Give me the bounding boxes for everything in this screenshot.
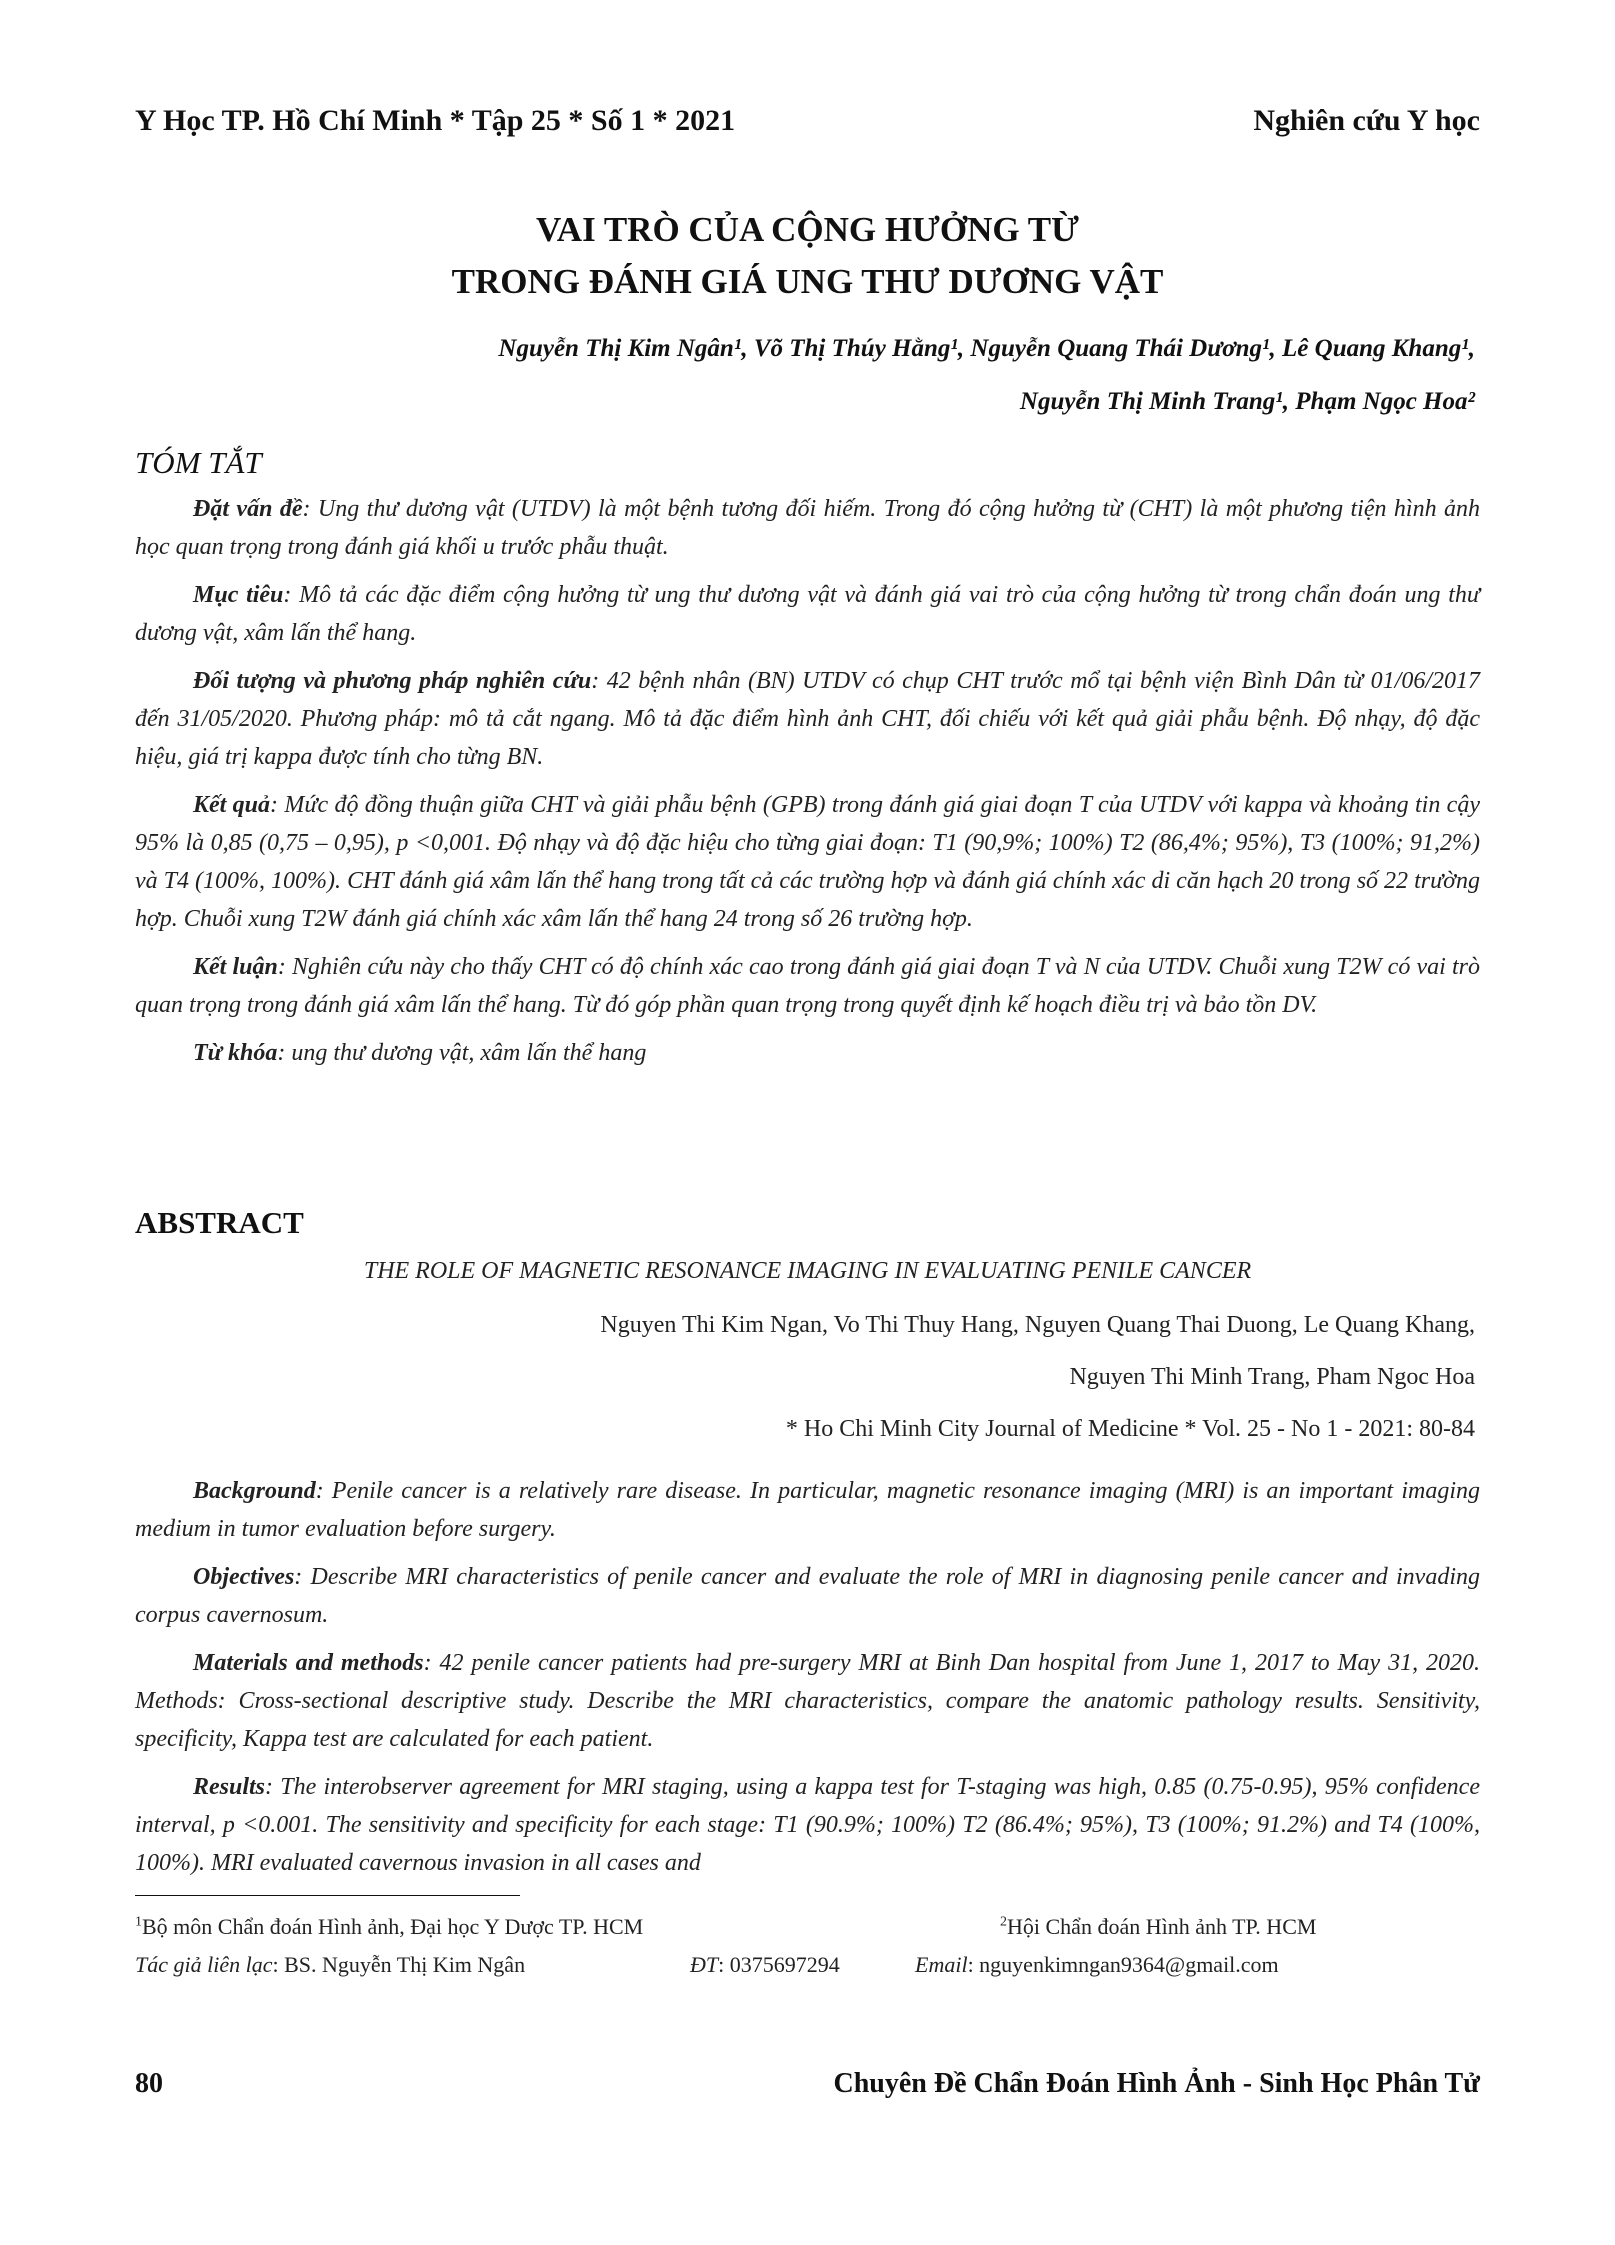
dat-van-de-text: : Ung thư dương vật (UTDV) là một bệnh tương đối hiếm. Trong đó cộng hưởng từ (CHT) là một phương tiện hình ảnh học quan trọng trong đánh giá khối u trước phẫu thuật. bbox=[135, 496, 1480, 560]
doi-tuong-text: : 42 bệnh nhân (BN) UTDV có chụp CHT trước mổ tại bệnh viện Bình Dân từ 01/06/2017 đến 31/05/2020. Phương pháp: mô tả cắt ngang. Mô tả đặc điểm hình ảnh CHT, đối chiếu với kết quả giải phẫu bệnh. Độ nhạy, độ đặc hiệu, giá trị kappa được tính cho từng BN. bbox=[135, 668, 1480, 770]
running-header-section: Nghiên cứu Y học bbox=[1253, 104, 1480, 137]
objectives-label: Objectives bbox=[193, 1564, 295, 1590]
ket-qua-text: : Mức độ đồng thuận giữa CHT và giải phẫu bệnh (GPB) trong đánh giá giai đoạn T của UTDV với kappa và khoảng tin cậy 95% là 0,85 (0,75 – 0,95), p <0,001. Độ nhạy và độ đặc hiệu cho từng giai đoạn: T1 (90,9%; 100%) T2 (86,4%; 95%), T3 (100%; 91,2%) và T4 (100%, 100%). CHT đánh giá xâm lấn thể hang trong tất cả các trường hợp và đánh giá chính xác di căn hạch 20 trong số 22 trường hợp. Chuỗi xung T2W đánh giá chính xác xâm lấn thể hang 24 trong số 26 trường hợp. bbox=[135, 792, 1480, 932]
tomtat-body bbox=[135, 490, 1480, 1072]
objectives-text: : Describe MRI characteristics of penile cancer and evaluate the role of MRI in diagnosing penile cancer and invading corpus cavernosum. bbox=[135, 1564, 1480, 1628]
affiliation-1-mark: 1 bbox=[135, 1914, 142, 1930]
contact-email bbox=[915, 1952, 1279, 1978]
methods-paragraph bbox=[135, 1644, 1480, 1758]
muc-tieu-label: Mục tiêu bbox=[193, 582, 284, 608]
background-label: Background bbox=[193, 1478, 316, 1504]
article-title-line-2: TRONG ĐÁNH GIÁ UNG THƯ DƯƠNG VẬT bbox=[451, 262, 1164, 301]
muc-tieu-paragraph bbox=[135, 576, 1480, 652]
tu-khoa-text: : ung thư dương vật, xâm lấn thể hang bbox=[277, 1040, 647, 1066]
abstract-body bbox=[135, 1472, 1480, 1882]
results-text: : The interobserver agreement for MRI staging, using a kappa test for T-staging was high, 0.85 (0.75-0.95), 95% confidence interval, p <0.001. The sensitivity and specificity for each stage: T1 (90.9%; 100%) T2 (86.4%; 95%), T3 (100%; 91.2%) and T4 (100%, 100%). MRI evaluated cavernous invasion in all cases and bbox=[135, 1774, 1480, 1876]
background-text: : Penile cancer is a relatively rare disease. In particular, magnetic resonance imaging (MRI) is an important imaging medium in tumor evaluation before surgery. bbox=[135, 1478, 1480, 1542]
email-label: Email bbox=[915, 1952, 968, 1977]
dat-van-de-paragraph bbox=[135, 490, 1480, 566]
methods-label: Materials and methods bbox=[193, 1650, 424, 1676]
ket-luan-text: : Nghiên cứu này cho thấy CHT có độ chính xác cao trong đánh giá giai đoạn T và N của UTDV. Chuỗi xung T2W có vai trò quan trọng trong đánh giá xâm lấn thể hang. Từ đó góp phần quan trọng trong quyết định kế hoạch điều trị và bảo tồn DV. bbox=[135, 954, 1480, 1018]
page-number: 80 bbox=[135, 2068, 163, 2099]
authors-line-1: Nguyễn Thị Kim Ngân¹, Võ Thị Thúy Hằng¹, Nguyễn Quang Thái Dương¹, Lê Quang Khang¹, bbox=[498, 335, 1475, 362]
phone-number: : 0375697294 bbox=[718, 1952, 840, 1977]
english-authors-line-1: Nguyen Thi Kim Ngan, Vo Thi Thuy Hang, Nguyen Quang Thai Duong, Le Quang Khang, bbox=[600, 1312, 1475, 1338]
muc-tieu-text: : Mô tả các đặc điểm cộng hưởng từ ung thư dương vật và đánh giá vai trò của cộng hưởng từ trong chẩn đoán ung thư dương vật, xâm lấn thể hang. bbox=[135, 582, 1480, 646]
affiliation-1-text: Bộ môn Chẩn đoán Hình ảnh, Đại học Y Dược TP. HCM bbox=[142, 1914, 644, 1939]
results-paragraph bbox=[135, 1768, 1480, 1882]
doi-tuong-paragraph bbox=[135, 662, 1480, 776]
tomtat-heading: TÓM TẮT bbox=[135, 445, 262, 480]
contact-name: : BS. Nguyễn Thị Kim Ngân bbox=[272, 1952, 526, 1977]
ket-luan-label: Kết luận bbox=[193, 954, 278, 980]
authors-line-2: Nguyễn Thị Minh Trang¹, Phạm Ngọc Hoa² bbox=[1019, 388, 1475, 415]
english-title: THE ROLE OF MAGNETIC RESONANCE IMAGING IN EVALUATING PENILE CANCER bbox=[363, 1258, 1252, 1284]
tu-khoa-label: Từ khóa bbox=[193, 1040, 278, 1066]
affiliation-2 bbox=[1000, 1914, 1316, 1940]
tu-khoa-paragraph bbox=[135, 1034, 1480, 1072]
article-title-line-1: VAI TRÒ CỦA CỘNG HƯỞNG TỪ bbox=[536, 210, 1079, 249]
results-label: Results bbox=[193, 1774, 266, 1800]
affiliation-2-mark: 2 bbox=[1000, 1914, 1007, 1930]
ket-qua-label: Kết quả bbox=[193, 792, 271, 818]
affiliation-1 bbox=[135, 1914, 643, 1940]
objectives-paragraph bbox=[135, 1558, 1480, 1634]
contact-author bbox=[135, 1952, 525, 1978]
email-address: : nguyenkimngan9364@gmail.com bbox=[967, 1952, 1279, 1977]
english-authors-line-2: Nguyen Thi Minh Trang, Pham Ngoc Hoa bbox=[1069, 1364, 1475, 1390]
ket-qua-paragraph bbox=[135, 786, 1480, 938]
methods-text: : 42 penile cancer patients had pre-surgery MRI at Binh Dan hospital from June 1, 2017 to May 31, 2020. Methods: Cross-sectional descriptive study. Describe the MRI characteristics, compare the anatomic pathology results. Sensitivity, specificity, Kappa test are calculated for each patient. bbox=[135, 1650, 1480, 1752]
ket-luan-paragraph bbox=[135, 948, 1480, 1024]
running-header-journal: Y Học TP. Hồ Chí Minh * Tập 25 * Số 1 * 2021 bbox=[135, 104, 736, 137]
doi-tuong-label: Đối tượng và phương pháp nghiên cứu bbox=[193, 668, 592, 694]
contact-label: Tác giả liên lạc bbox=[135, 1952, 273, 1977]
contact-phone bbox=[690, 1952, 840, 1978]
footnote-divider bbox=[135, 1895, 520, 1896]
phone-label: ĐT bbox=[690, 1952, 719, 1977]
footer-section-title: Chuyên Đề Chẩn Đoán Hình Ảnh - Sinh Học Phân Tử bbox=[833, 2068, 1480, 2099]
abstract-heading: ABSTRACT bbox=[135, 1205, 304, 1240]
dat-van-de-label: Đặt vấn đề bbox=[193, 496, 303, 522]
affiliation-2-text: Hội Chẩn đoán Hình ảnh TP. HCM bbox=[1007, 1914, 1317, 1939]
journal-citation: * Ho Chi Minh City Journal of Medicine * Vol. 25 - No 1 - 2021: 80-84 bbox=[785, 1416, 1475, 1442]
background-paragraph bbox=[135, 1472, 1480, 1548]
